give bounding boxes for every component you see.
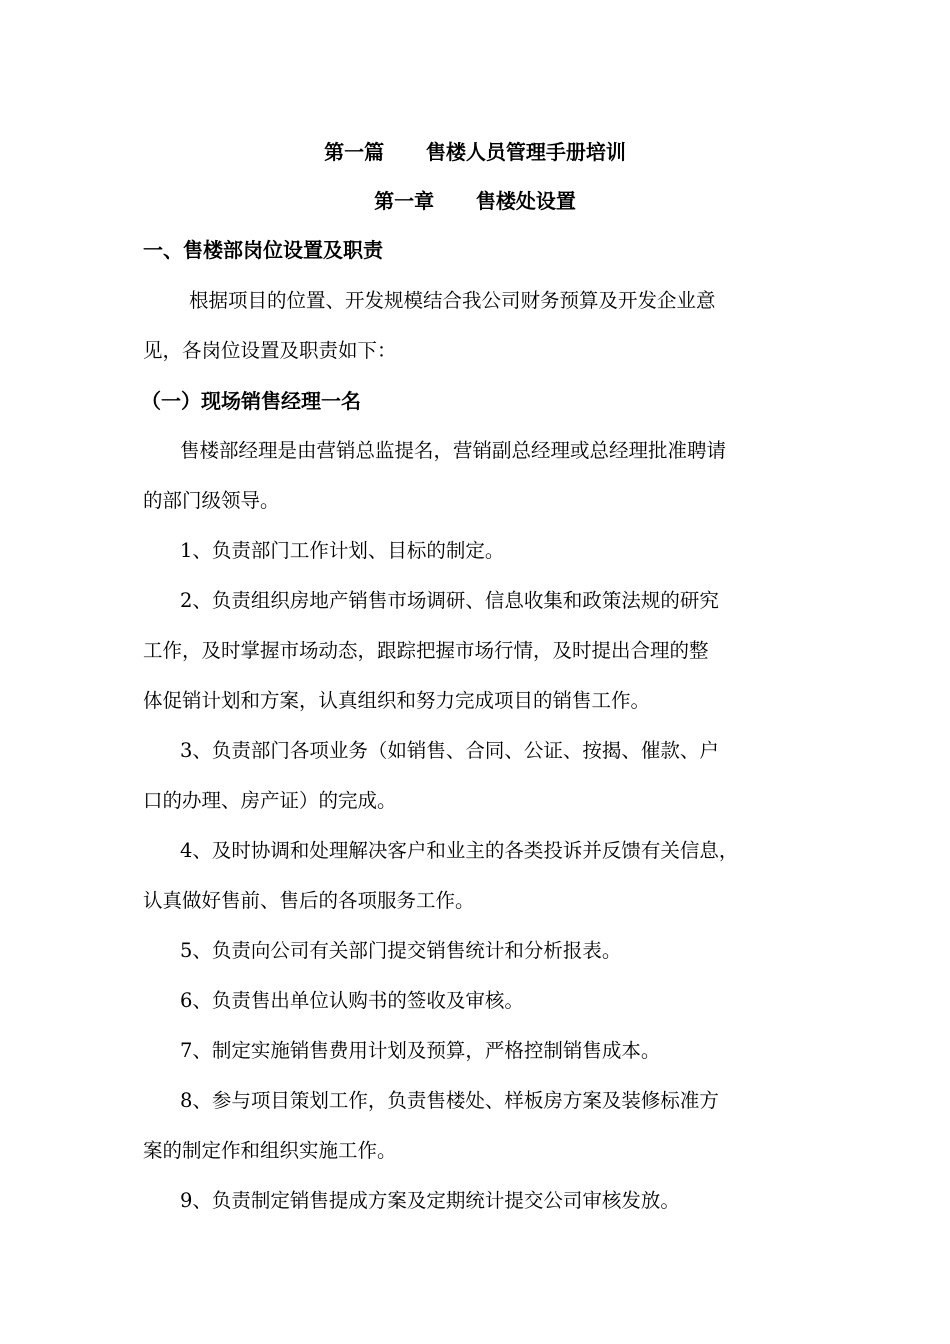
duty-2: 2、负责组织房地产销售市场调研、信息收集和政策法规的研究 <box>180 589 719 612</box>
duty-2-cont: 工作，及时掌握市场动态，跟踪把握市场行情，及时提出合理的整 <box>143 639 709 662</box>
duty-5: 5、负责向公司有关部门提交销售统计和分析报表。 <box>180 939 622 962</box>
intro-line: 根据项目的位置、开发规模结合我公司财务预算及开发企业意 <box>189 289 716 312</box>
chapter-title: 第一章 售楼处设置 <box>374 189 576 213</box>
duty-9: 9、负责制定销售提成方案及定期统计提交公司审核发放。 <box>180 1189 680 1212</box>
manager-intro-line: 的部门级领导。 <box>143 489 280 512</box>
duty-7: 7、制定实施销售费用计划及预算，严格控制销售成本。 <box>180 1039 661 1062</box>
duty-8-cont: 案的制定作和组织实施工作。 <box>143 1139 397 1162</box>
duty-4: 4、及时协调和处理解决客户和业主的各类投诉并反馈有关信息， <box>180 839 739 862</box>
part-title: 第一篇 售楼人员管理手册培训 <box>324 140 626 164</box>
manager-intro-line: 售楼部经理是由营销总监提名，营销副总经理或总经理批准聘请 <box>180 439 727 462</box>
subsection-heading: （一）现场销售经理一名 <box>141 389 361 413</box>
duty-3: 3、负责部门各项业务（如销售、合同、公证、按揭、催款、户 <box>180 739 719 762</box>
section-heading: 一、售楼部岗位设置及职责 <box>143 238 383 262</box>
duty-2-cont: 体促销计划和方案，认真组织和努力完成项目的销售工作。 <box>143 689 651 712</box>
duty-1: 1、负责部门工作计划、目标的制定。 <box>180 539 505 562</box>
duty-3-cont: 口的办理、房产证）的完成。 <box>143 789 397 812</box>
duty-6: 6、负责售出单位认购书的签收及审核。 <box>180 989 524 1012</box>
duty-8: 8、参与项目策划工作，负责售楼处、样板房方案及装修标准方 <box>180 1089 719 1112</box>
intro-line: 见，各岗位设置及职责如下： <box>143 339 397 362</box>
duty-4-cont: 认真做好售前、售后的各项服务工作。 <box>143 889 475 912</box>
